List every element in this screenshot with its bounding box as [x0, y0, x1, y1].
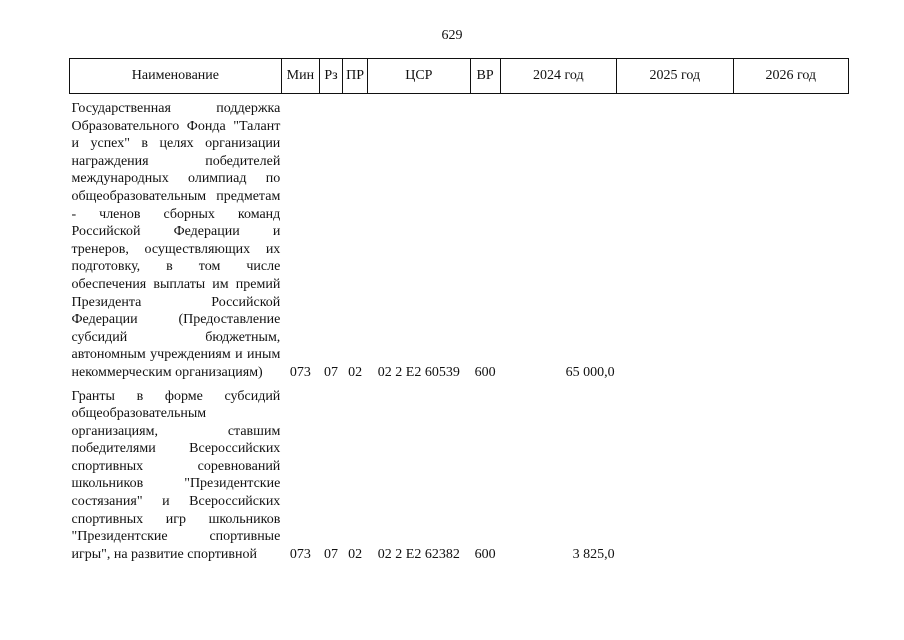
col-header-2025: 2025 год	[617, 59, 733, 94]
budget-table	[69, 58, 849, 563]
row-pr: 02	[348, 364, 363, 380]
table-header-row	[70, 59, 849, 94]
page-number: 629	[441, 28, 463, 43]
row-min: 073	[289, 364, 311, 380]
col-header-vr: ВР	[470, 59, 500, 94]
col-header-name: Наименование	[70, 59, 282, 94]
row-pr: 02	[348, 546, 363, 562]
table-row	[70, 388, 849, 564]
row-2025	[617, 388, 733, 564]
row-csr: 02 2 E2 62382	[377, 546, 460, 562]
col-header-2024: 2024 год	[500, 59, 616, 94]
table-row	[70, 100, 849, 382]
row-2024: 3 825,0	[572, 546, 615, 562]
row-name: Государственная поддержка Образовательного Фонда "Талант и успех" в целях организации награждения победителей международных олимпиад по общеобразовательным предметам - членов сборных команд Российской Федерации и тренеров, осуществляющих их подготовку, в том числе обеспечения выплаты им премий Президента Российской Федерации (Предоставление субсидий бюджетным, автономным учреждениям и иным некоммерческим организациям)	[71, 101, 281, 380]
row-csr: 02 2 E2 60539	[377, 364, 460, 380]
row-min: 073	[289, 546, 311, 562]
row-rz: 07	[323, 364, 338, 380]
col-header-pr: ПР	[343, 59, 368, 94]
col-header-csr: ЦСР	[368, 59, 470, 94]
row-vr: 600	[474, 364, 496, 380]
row-2024: 65 000,0	[565, 364, 615, 380]
col-header-rz: Рз	[319, 59, 342, 94]
row-2026	[733, 100, 849, 382]
row-rz: 07	[323, 546, 338, 562]
row-vr: 600	[474, 546, 496, 562]
row-name: Гранты в форме субсидий общеобразовательным организациям, ставшим победителями Всероссийских спортивных соревнований школьников "Президентские состязания" и Всероссийских спортивных игр школьников "Президентские спортивные игры", на развитие спортивной	[71, 388, 281, 562]
col-header-min: Мин	[281, 59, 319, 94]
col-header-2026: 2026 год	[733, 59, 849, 94]
row-2026	[733, 388, 849, 564]
row-2025	[617, 100, 733, 382]
